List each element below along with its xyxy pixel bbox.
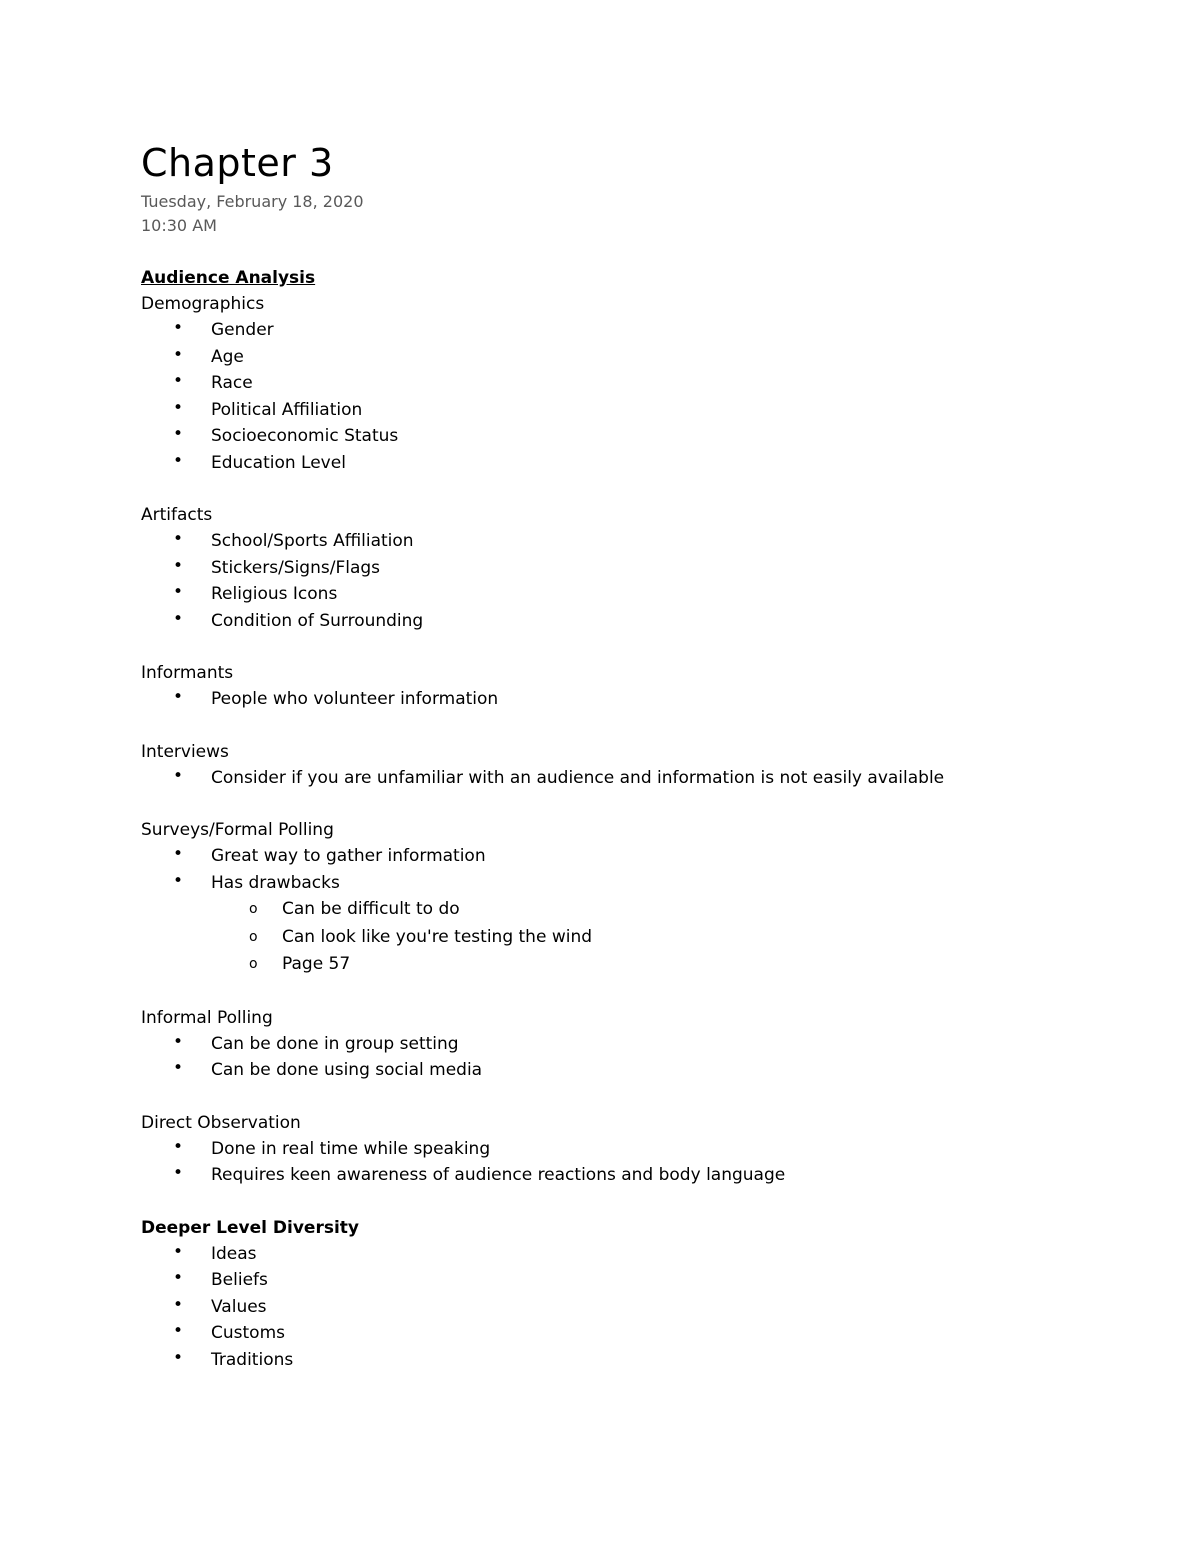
list-item: • Can be done in group setting (173, 1031, 459, 1054)
bullet-icon: • (173, 1321, 184, 1341)
direct-observation-list (141, 1136, 1141, 1189)
bullet-icon: • (173, 1031, 184, 1052)
bullet-icon: • (173, 450, 184, 471)
note-page (141, 136, 1141, 1373)
bullet-icon: • (173, 1163, 184, 1183)
list-item: • Education Level (173, 450, 346, 473)
list-item: • Values (173, 1294, 267, 1317)
list-item: • Political Affiliation (173, 397, 363, 420)
interviews-list (141, 765, 1141, 792)
list-item: • People who volunteer information (173, 687, 499, 709)
sub-list-item: o Can look like you're testing the wind (282, 924, 1141, 952)
bullet-icon: • (173, 844, 184, 864)
bullet-icon: • (173, 1294, 184, 1315)
list-item: • Can be done using social media (173, 1058, 483, 1080)
list-item: • Consider if you are unfamiliar with an audience and information is not easily available (173, 765, 945, 788)
surveys-list (141, 843, 1141, 979)
bullet-icon: • (173, 344, 184, 365)
bullet-icon: • (173, 1268, 184, 1288)
bullet-icon: • (173, 555, 184, 576)
list-item: • Ideas (173, 1241, 257, 1264)
list-item: • Requires keen awareness of audience reactions and body language (173, 1163, 786, 1185)
section-heading-demographics: Demographics (141, 294, 265, 314)
demographics-list (141, 317, 1141, 476)
list-item: • Condition of Surrounding (173, 608, 424, 631)
bullet-icon: • (173, 371, 184, 391)
list-item: • Gender (173, 318, 274, 340)
circle-bullet-icon: o (249, 901, 258, 917)
note-time: 10:30 AM (141, 216, 217, 235)
circle-bullet-icon: o (249, 928, 258, 945)
list-item: • Stickers/Signs/Flags (173, 555, 381, 578)
note-date: Tuesday, February 18, 2020 (141, 192, 364, 211)
section-heading-artifacts: Artifacts (141, 505, 213, 525)
list-item: • Great way to gather information (173, 844, 486, 866)
bullet-icon: • (173, 424, 184, 444)
section-heading-direct-observation: Direct Observation (141, 1112, 301, 1133)
section-heading-surveys: Surveys/Formal Polling (141, 820, 334, 840)
bullet-icon: • (173, 765, 184, 786)
bullet-icon: • (173, 1058, 184, 1078)
bullet-icon: • (173, 582, 184, 602)
list-item: • Done in real time while speaking (173, 1136, 491, 1159)
list-item: • Religious Icons (173, 582, 338, 604)
bullet-icon: • (173, 870, 184, 891)
bullet-icon: • (173, 1136, 184, 1157)
list-item: • Traditions (173, 1347, 294, 1370)
bullet-icon: • (173, 687, 184, 707)
list-item: • Age (173, 344, 244, 367)
list-item: • Socioeconomic Status (173, 424, 399, 446)
drawbacks-sublist (211, 896, 1141, 979)
section-heading-interviews: Interviews (141, 741, 229, 762)
bullet-icon: • (173, 318, 184, 338)
sub-list-item: o Page 57 (282, 951, 1141, 979)
artifacts-list (141, 528, 1141, 634)
section-heading-informal-polling: Informal Polling (141, 1007, 273, 1028)
informants-list (141, 686, 1141, 713)
bullet-icon: • (173, 1347, 184, 1368)
list-item: • School/Sports Affiliation (173, 529, 414, 551)
deeper-level-diversity-list (141, 1241, 1141, 1374)
audience-analysis-heading: Audience Analysis (141, 268, 316, 288)
bullet-icon: • (173, 1241, 184, 1262)
bullet-icon: • (173, 529, 184, 549)
bullet-icon: • (173, 397, 184, 418)
list-item: • Customs (173, 1321, 285, 1343)
informal-polling-list (141, 1031, 1141, 1084)
list-item: • Has drawbacks o Can be difficult to do o Can look like you're testing the wind o Page 57 (211, 870, 1141, 979)
page-title: Chapter 3 (141, 141, 334, 185)
section-heading-deeper-level-diversity: Deeper Level Diversity (141, 1217, 359, 1238)
bullet-icon: • (173, 608, 184, 629)
list-item: • Beliefs (173, 1268, 268, 1290)
sub-list-item: o Can be difficult to do (282, 896, 1141, 924)
list-item: • Race (173, 371, 253, 393)
circle-bullet-icon: o (249, 956, 258, 972)
section-heading-informants: Informants (141, 663, 234, 683)
